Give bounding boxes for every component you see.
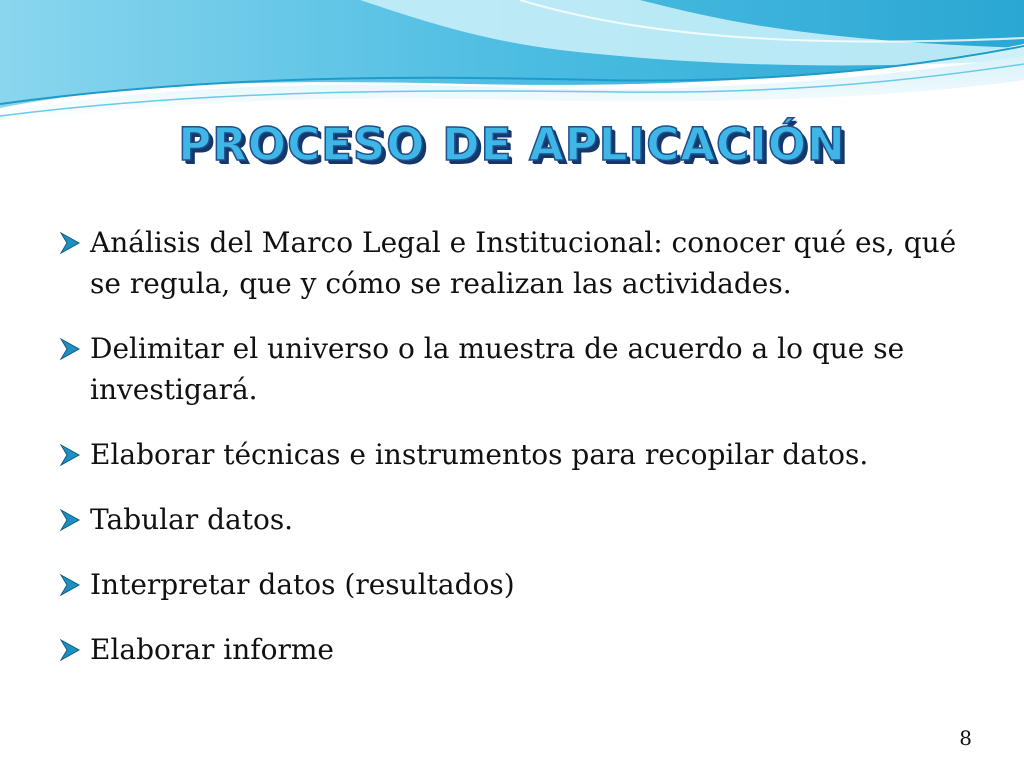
bullet-item-informe	[58, 629, 988, 670]
arrowhead-bullet-icon	[58, 508, 82, 532]
bullet-item-delimitar	[58, 328, 988, 410]
bullet-item-elaborar-tecnicas	[58, 434, 988, 475]
bullet-text: Tabular datos.	[90, 503, 294, 536]
bullet-item-interpretar	[58, 564, 988, 605]
bullet-item-tabular	[58, 499, 988, 540]
arrowhead-bullet-icon	[58, 443, 82, 467]
bullet-list	[58, 222, 988, 694]
bullet-text: Elaborar técnicas e instrumentos para recopilar datos.	[90, 438, 869, 471]
bullet-item-marco-legal	[58, 222, 988, 304]
bullet-text: Elaborar informe	[90, 633, 334, 666]
arrowhead-bullet-icon	[58, 638, 82, 662]
slide-title: PROCESO DE APLICACIÓN	[178, 118, 846, 171]
bullet-text: Análisis del Marco Legal e Institucional: conocer qué es, qué se regula, que y cómo se realizan las actividades.	[90, 226, 957, 300]
arrowhead-bullet-icon	[58, 231, 82, 255]
bullet-text: Interpretar datos (resultados)	[90, 568, 515, 601]
bullet-text: Delimitar el universo o la muestra de acuerdo a lo que se investigará.	[90, 332, 905, 406]
arrowhead-bullet-icon	[58, 573, 82, 597]
arrowhead-bullet-icon	[58, 337, 82, 361]
page-number: 8	[959, 726, 972, 750]
header-wave-decoration	[0, 0, 1024, 130]
